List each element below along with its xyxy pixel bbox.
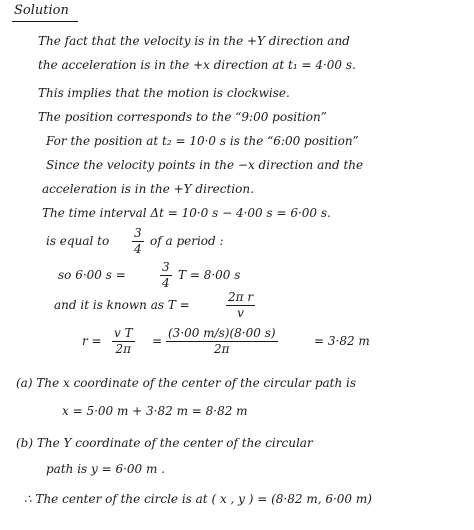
text-line-12-mid: = [152,334,163,348]
fraction-denominator: 2π [214,342,230,356]
fraction-numerator: 3 [162,260,170,274]
text-line-7: acceleration is in the +Y direction. [42,182,254,196]
fraction-radius-values [166,327,278,356]
text-line-6: Since the velocity points in the −x direction and the [46,158,364,172]
fraction-numerator: v T [114,326,133,340]
text-line-2: the acceleration is in the +x direction at t₁ = 4·00 s. [38,58,356,72]
text-line-9-suffix: of a period : [150,234,224,248]
fraction-denominator: 4 [162,276,170,290]
text-line-12-prefix: r = [82,334,102,348]
fraction-radius-formula [112,327,135,356]
text-line-15: (b) The Y coordinate of the center of the circular [16,436,313,450]
text-line-13: (a) The x coordinate of the center of the circular path is [16,376,357,390]
fraction-numerator: 2π r [228,290,254,304]
fraction-denominator: v [237,306,244,320]
fraction-numerator: (3·00 m/s)(8·00 s) [168,326,276,340]
text-line-10-prefix: so 6·00 s = [58,268,126,282]
solution-heading: Solution [14,3,69,18]
fraction-three-quarters-a [132,227,144,256]
text-line-16: path is y = 6·00 m . [46,462,166,476]
text-line-12-suffix: = 3·82 m [314,334,370,348]
text-line-1: The fact that the velocity is in the +Y direction and [38,34,350,48]
text-line-17: ∴ The center of the circle is at ( x , y ) = (8·82 m, 6·00 m) [24,492,372,506]
text-line-14: x = 5·00 m + 3·82 m = 8·82 m [62,404,248,418]
text-line-9-prefix: is equal to [46,234,110,248]
fraction-denominator: 2π [115,342,132,356]
fraction-period-formula [226,291,255,320]
fraction-three-quarters-b [160,261,172,290]
fraction-denominator: 4 [134,242,142,256]
text-line-11-prefix: and it is known as T = [54,298,190,312]
text-line-10-suffix: T = 8·00 s [178,268,241,282]
text-line-3: This implies that the motion is clockwise. [38,86,290,100]
text-line-8: The time interval Δt = 10·0 s − 4·00 s = 6·00 s. [42,206,331,220]
fraction-numerator: 3 [134,226,142,240]
heading-underline [12,21,78,22]
text-line-5: For the position at t₂ = 10·0 s is the “6:00 position” [46,134,359,148]
text-line-4: The position corresponds to the “9:00 position” [38,110,327,124]
